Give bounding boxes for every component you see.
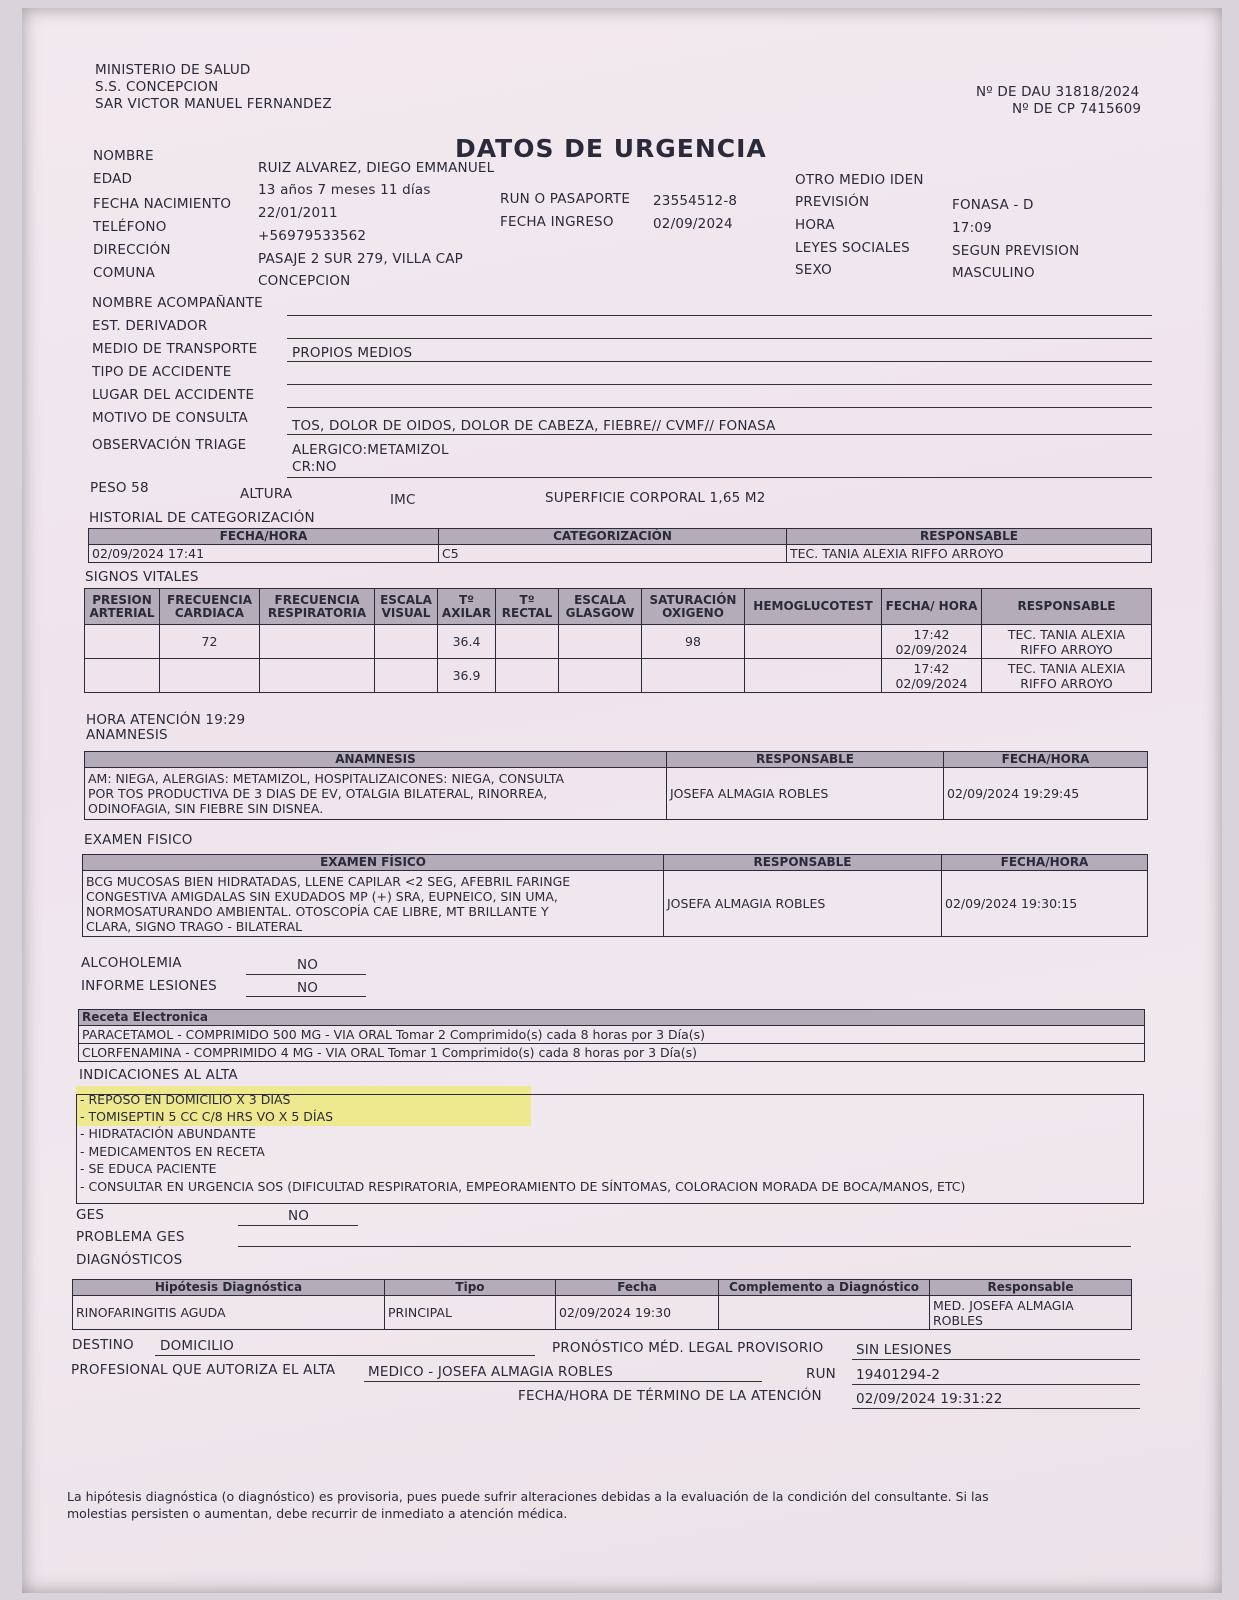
receta-item: CLORFENAMINA - COMPRIMIDO 4 MG - VIA ORAL Tomar 1 Comprimido(s) cada 8 horas por 3 Día(s) [79, 1044, 1145, 1062]
observacion-line [287, 477, 1152, 478]
nacimiento-value: 22/01/2011 [258, 205, 338, 221]
prevision-value: FONASA - D [952, 197, 1034, 213]
institution-line-2: S.S. CONCEPCION [95, 79, 219, 95]
lugar-accidente-line [287, 407, 1152, 408]
nombre-label: NOMBRE [93, 148, 154, 164]
imc-label: IMC [390, 492, 416, 508]
termino-value: 02/09/2024 19:31:22 [856, 1391, 1003, 1407]
vital-saturacion [642, 659, 745, 693]
institution-line-1: MINISTERIO DE SALUD [95, 62, 251, 78]
anamnesis-fecha: 02/09/2024 19:29:45 [944, 768, 1148, 820]
diagnosticos-table [72, 1279, 1132, 1330]
motivo-value: TOS, DOLOR DE OIDOS, DOLOR DE CABEZA, FIEBRE// CVMF// FONASA [292, 418, 776, 434]
alcoholemia-label: ALCOHOLEMIA [81, 955, 182, 971]
receta-title: Receta Electronica [79, 1010, 1145, 1026]
hora-label: HORA [795, 217, 835, 233]
vital-header-t-axilar: Tº AXILAR [438, 589, 496, 625]
informe-lesiones-label: INFORME LESIONES [81, 978, 217, 994]
ingreso-value: 02/09/2024 [653, 216, 733, 232]
categ-header-fecha: FECHA/HORA [89, 529, 439, 545]
acompanante-line [287, 315, 1152, 316]
categ-responsable: TEC. TANIA ALEXIA RIFFO ARROYO [787, 545, 1152, 563]
motivo-label: MOTIVO DE CONSULTA [92, 410, 248, 426]
sexo-label: SEXO [795, 262, 832, 278]
vital-responsable-2: RIFFO ARROYO [1020, 675, 1113, 691]
table-row [85, 659, 1152, 693]
run-profesional-line [852, 1384, 1140, 1385]
indicaciones-section-title: INDICACIONES AL ALTA [79, 1067, 238, 1083]
derivador-label: EST. DERIVADOR [92, 318, 208, 334]
table-row [85, 625, 1152, 659]
page-title: DATOS DE URGENCIA [455, 134, 767, 163]
destino-value: DOMICILIO [160, 1338, 234, 1354]
vital-t-axilar: 36.9 [438, 659, 496, 693]
profesional-label: PROFESIONAL QUE AUTORIZA EL ALTA [71, 1362, 336, 1378]
nacimiento-label: FECHA NACIMIENTO [93, 196, 232, 212]
signos-vitales-title: SIGNOS VITALES [85, 569, 199, 585]
examen-header-responsable: RESPONSABLE [664, 855, 942, 871]
diag-tipo: PRINCIPAL [385, 1296, 556, 1330]
signos-vitales-table [84, 588, 1152, 693]
anamnesis-header-text: ANAMNESIS [85, 752, 667, 768]
diag-complemento [719, 1296, 930, 1330]
motivo-line [287, 434, 1152, 435]
vital-fecha: 02/09/2024 [895, 641, 968, 657]
anamnesis-table [84, 751, 1148, 820]
edad-value: 13 años 7 meses 11 días [258, 182, 431, 198]
ingreso-label: FECHA INGRESO [500, 214, 614, 230]
diag-header-tipo: Tipo [385, 1280, 556, 1296]
examen-table [82, 854, 1148, 937]
direccion-value: PASAJE 2 SUR 279, VILLA CAP [258, 251, 464, 267]
vital-header-t-rectal: Tº RECTAL [496, 589, 559, 625]
dau-number: Nº DE DAU 31818/2024 [976, 84, 1140, 100]
transporte-label: MEDIO DE TRANSPORTE [92, 341, 258, 357]
tipo-accidente-line [287, 384, 1152, 385]
vital-hora: 17:42 [913, 626, 950, 642]
acompanante-label: NOMBRE ACOMPAÑANTE [92, 295, 263, 311]
vital-t-axilar: 36.4 [438, 625, 496, 659]
vital-header-fecha: FECHA/ HORA [882, 589, 982, 625]
ges-value: NO [288, 1208, 310, 1224]
vital-fecha: 02/09/2024 [895, 675, 968, 691]
alcoholemia-value: NO [297, 957, 319, 973]
disclaimer-line-1: La hipótesis diagnóstica (o diagnóstico) es provisoria, pues puede sufrir alteraciones debidas a la evaluación de la condición del consultante. Si las [67, 1489, 989, 1504]
vital-header-hgt: HEMOGLUCOTEST [745, 589, 882, 625]
vital-saturacion: 98 [642, 625, 745, 659]
superficie-corporal: SUPERFICIE CORPORAL 1,65 M2 [545, 490, 766, 506]
termino-line [852, 1408, 1140, 1409]
observacion-value-2: CR:NO [292, 459, 337, 475]
anamnesis-header-responsable: RESPONSABLE [667, 752, 944, 768]
vital-header-responsable: RESPONSABLE [982, 589, 1152, 625]
diag-header-hipotesis: Hipótesis Diagnóstica [73, 1280, 385, 1296]
categ-categoria: C5 [439, 545, 787, 563]
indicacion-item: - SE EDUCA PACIENTE [80, 1161, 217, 1176]
nombre-value: RUIZ ALVAREZ, DIEGO EMMANUEL [258, 160, 495, 176]
diag-fecha: 02/09/2024 19:30 [556, 1296, 719, 1330]
anamnesis-line-3: ODINOFAGIA, SIN FIEBRE SIN DISNEA. [88, 801, 324, 816]
cp-number: Nº DE CP 7415609 [1012, 101, 1142, 117]
diag-header-fecha: Fecha [556, 1280, 719, 1296]
telefono-value: +56979533562 [258, 228, 367, 244]
indicacion-item: - REPOSO EN DOMICILIO X 3 DIAS [80, 1092, 291, 1107]
table-row [79, 1044, 1145, 1062]
vital-hora: 17:42 [913, 660, 950, 676]
pronostico-value: SIN LESIONES [856, 1342, 952, 1358]
prevision-label: PREVISIÓN [795, 194, 870, 210]
problema-ges-label: PROBLEMA GES [76, 1229, 185, 1245]
ges-line [238, 1225, 358, 1226]
diag-responsable-2: ROBLES [933, 1312, 983, 1328]
transporte-line [287, 361, 1152, 362]
alcoholemia-line [246, 974, 366, 975]
diagnosticos-label: DIAGNÓSTICOS [76, 1252, 183, 1268]
pronostico-label: PRONÓSTICO MÉD. LEGAL PROVISORIO [552, 1340, 824, 1356]
examen-line-4: CLARA, SIGNO TRAGO - BILATERAL [86, 918, 303, 934]
vital-responsable-1: TEC. TANIA ALEXIA [1007, 626, 1126, 642]
ges-label: GES [76, 1207, 105, 1223]
vital-header-escala-visual: ESCALA VISUAL [375, 589, 438, 625]
vital-responsable-2: RIFFO ARROYO [1020, 641, 1113, 657]
run-profesional-label: RUN [806, 1366, 836, 1382]
vital-header-presion: PRESION ARTERIAL [85, 589, 160, 625]
table-row [73, 1296, 1132, 1330]
vital-fc [160, 659, 260, 693]
edad-label: EDAD [93, 171, 133, 187]
observacion-value-1: ALERGICO:METAMIZOL [292, 442, 449, 458]
termino-label: FECHA/HORA DE TÉRMINO DE LA ATENCIÓN [518, 1388, 822, 1404]
diag-header-complemento: Complemento a Diagnóstico [719, 1280, 930, 1296]
informe-lesiones-value: NO [297, 980, 319, 996]
examen-line-3: NORMOSATURANDO AMBIENTAL. OTOSCOPÍA CAE LIBRE, MT BRILLANTE Y [86, 903, 549, 919]
telefono-label: TELÉFONO [93, 219, 167, 235]
categ-fecha: 02/09/2024 17:41 [89, 545, 439, 563]
table-row [79, 1026, 1145, 1044]
profesional-line [364, 1381, 762, 1382]
observacion-label: OBSERVACIÓN TRIAGE [92, 437, 247, 453]
run-label: RUN O PASAPORTE [500, 191, 631, 207]
examen-line-2: CONGESTIVA AMIGDALAS SIN EXUDADOS MP (+) SRA, EUPNEICO, SIN UMA, [86, 888, 558, 904]
leyes-label: LEYES SOCIALES [795, 240, 910, 256]
pronostico-line [852, 1359, 1140, 1360]
anamnesis-responsable: JOSEFA ALMAGIA ROBLES [667, 768, 944, 820]
profesional-value: MEDICO - JOSEFA ALMAGIA ROBLES [368, 1364, 614, 1380]
diag-responsable-1: MED. JOSEFA ALMAGIA [933, 1297, 1074, 1313]
comuna-value: CONCEPCION [258, 273, 351, 289]
tipo-accidente-label: TIPO DE ACCIDENTE [92, 364, 232, 380]
examen-header-fecha: FECHA/HORA [942, 855, 1148, 871]
examen-header-text: EXAMEN FÍSICO [83, 855, 664, 871]
hora-value: 17:09 [952, 220, 992, 236]
peso: PESO 58 [90, 480, 149, 496]
indicacion-item: - TOMISEPTIN 5 CC C/8 HRS VO X 5 DÍAS [80, 1109, 334, 1124]
diag-header-responsable: Responsable [930, 1280, 1132, 1296]
examen-fecha: 02/09/2024 19:30:15 [942, 871, 1148, 937]
vital-responsable-1: TEC. TANIA ALEXIA [1007, 660, 1126, 676]
run-profesional-value: 19401294-2 [856, 1367, 941, 1383]
altura-label: ALTURA [240, 486, 293, 502]
examen-line-1: BCG MUCOSAS BIEN HIDRATADAS, LLENE CAPILAR <2 SEG, AFEBRIL FARINGE [86, 873, 571, 889]
leyes-value: SEGUN PREVISION [952, 243, 1080, 259]
sexo-value: MASCULINO [952, 265, 1035, 281]
categ-header-categorizacion: CATEGORIZACIÓN [439, 529, 787, 545]
table-row [85, 768, 1148, 820]
disclaimer-line-2: molestias persisten o aumentan, debe recurrir de inmediato a atención médica. [67, 1506, 568, 1521]
indicacion-item: - MEDICAMENTOS EN RECETA [80, 1144, 265, 1159]
vital-header-fr: FRECUENCIA RESPIRATORIA [260, 589, 375, 625]
vital-header-saturacion: SATURACIÓN OXIGENO [642, 589, 745, 625]
receta-table [78, 1009, 1145, 1062]
table-row [83, 871, 1148, 937]
categorizacion-section-title: HISTORIAL DE CATEGORIZACIÓN [89, 510, 315, 526]
vital-header-fc: FRECUENCIA CARDIACA [160, 589, 260, 625]
hora-atencion: HORA ATENCIÓN 19:29 [86, 712, 246, 728]
lugar-accidente-label: LUGAR DEL ACCIDENTE [92, 387, 255, 403]
comuna-label: COMUNA [93, 265, 156, 281]
categ-header-responsable: RESPONSABLE [787, 529, 1152, 545]
categorizacion-table [88, 528, 1152, 563]
problema-ges-line [238, 1246, 1131, 1247]
anamnesis-line-2: POR TOS PRODUCTIVA DE 3 DIAS DE EV, OTALGIA BILATERAL, RINORREA, [88, 786, 548, 801]
institution-line-3: SAR VICTOR MANUEL FERNANDEZ [95, 96, 332, 112]
indicacion-item: - HIDRATACIÓN ABUNDANTE [80, 1126, 256, 1141]
direccion-label: DIRECCIÓN [93, 242, 171, 258]
anamnesis-line-1: AM: NIEGA, ALERGIAS: METAMIZOL, HOSPITALIZAICONES: NIEGA, CONSULTA [88, 771, 565, 786]
anamnesis-section-title: ANAMNESIS [86, 727, 168, 743]
transporte-value: PROPIOS MEDIOS [292, 345, 413, 361]
informe-lesiones-line [246, 996, 366, 997]
anamnesis-header-fecha: FECHA/HORA [944, 752, 1148, 768]
diag-hipotesis: RINOFARINGITIS AGUDA [73, 1296, 385, 1330]
vital-header-glasgow: ESCALA GLASGOW [559, 589, 642, 625]
receta-item: PARACETAMOL - COMPRIMIDO 500 MG - VIA ORAL Tomar 2 Comprimido(s) cada 8 horas por 3 Día(s) [79, 1026, 1145, 1044]
examen-section-title: EXAMEN FISICO [84, 832, 193, 848]
examen-responsable: JOSEFA ALMAGIA ROBLES [664, 871, 942, 937]
run-value: 23554512-8 [653, 193, 738, 209]
otro-medio-label: OTRO MEDIO IDEN [795, 172, 924, 188]
table-row [89, 545, 1152, 563]
indicacion-item: - CONSULTAR EN URGENCIA SOS (DIFICULTAD RESPIRATORIA, EMPEORAMIENTO DE SÍNTOMAS, COLORACION MORADA DE BOCA/MANOS, ETC) [80, 1179, 966, 1194]
derivador-line [287, 338, 1152, 339]
destino-label: DESTINO [72, 1337, 134, 1353]
destino-line [155, 1355, 535, 1356]
vital-fc: 72 [160, 625, 260, 659]
